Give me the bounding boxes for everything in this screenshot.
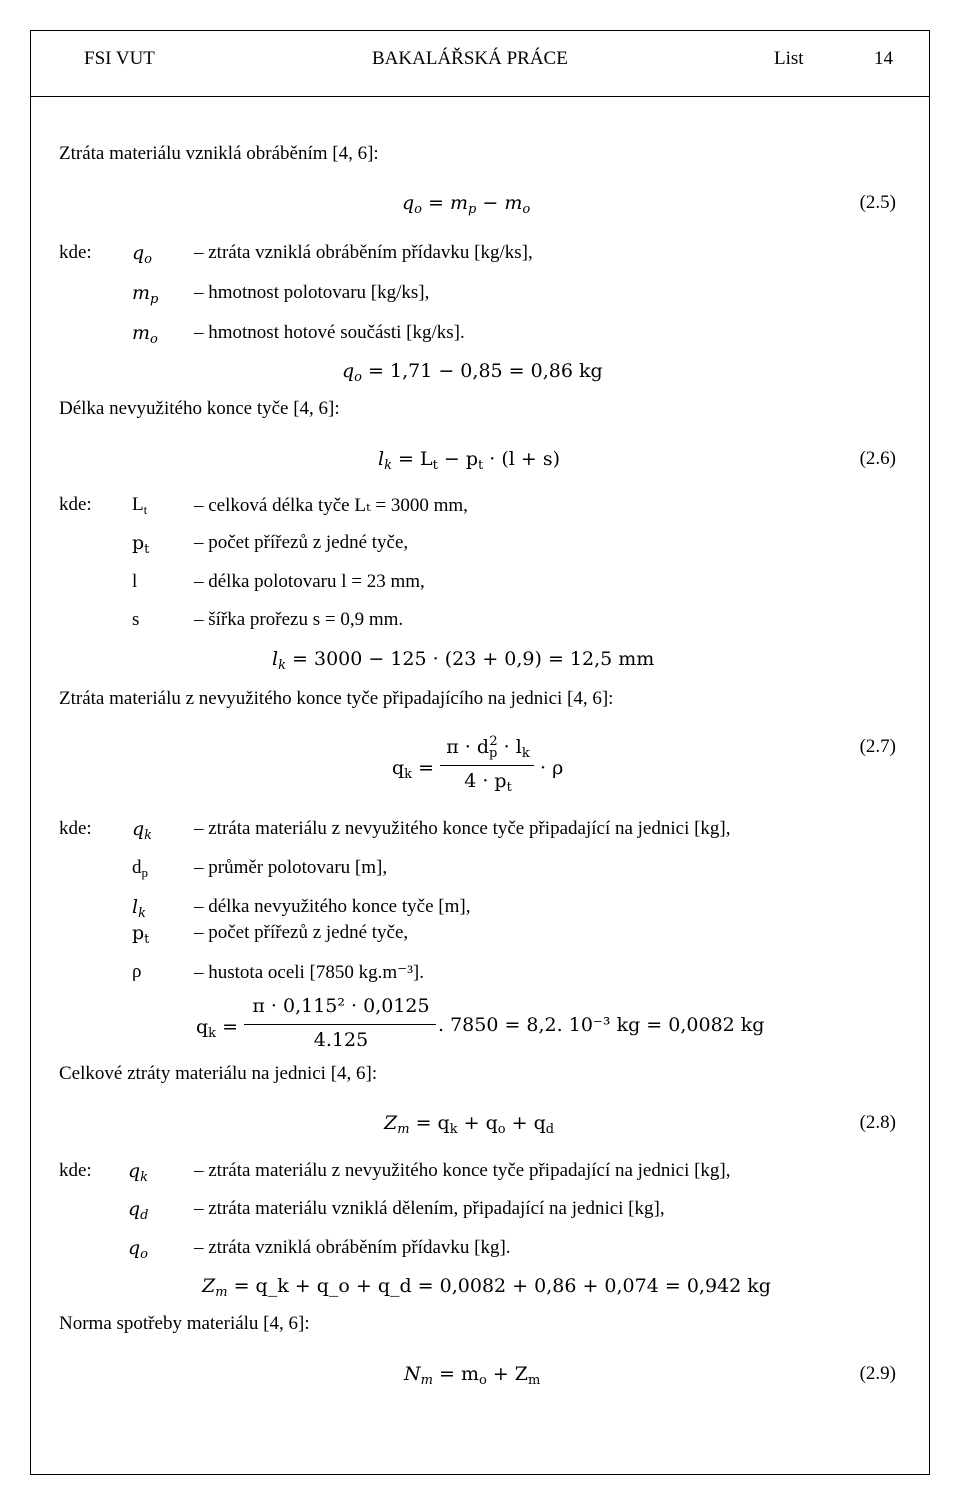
- equation-2-9: $N_m = m_o + Z_m$: [404, 1363, 541, 1388]
- symbol-l: l: [132, 571, 138, 592]
- definition-s: – šířka prořezu s = 0,9 mm.: [194, 609, 404, 630]
- calc-2-6-value: = 3000 − 125 · (23 + 0,9) = 12,5 mm: [292, 648, 655, 670]
- definition-qk-2: – ztráta materiálu z nevyužitého konce tyče připadající na jednici [kg],: [194, 1160, 731, 1181]
- equation-2-8: $Z_m = q_k + q_o + q_d$: [384, 1112, 555, 1137]
- definition-Lt: – celková délka tyče Lₜ = 3000 mm,: [194, 495, 468, 516]
- symbol-qd: $q_d$: [128, 1198, 149, 1223]
- definition-qo-2: – ztráta vzniklá obráběním přídavku [kg].: [194, 1237, 511, 1258]
- symbol-qk: $q_k$: [132, 818, 153, 843]
- equation-number-2-6: (2.6): [859, 448, 896, 469]
- definition-lk: – délka nevyužitého konce tyče [m],: [194, 896, 471, 917]
- equation-2-7-denominator: $4 \cdot p_t$: [464, 770, 512, 795]
- equation-number-2-9: (2.9): [859, 1363, 896, 1384]
- kde-label-3: kde:: [59, 818, 92, 839]
- symbol-pt-2: $p_t$: [132, 922, 150, 947]
- header-title: BAKALÁŘSKÁ PRÁCE: [372, 48, 568, 69]
- definition-pt-2: – počet přířezů z jedné tyče,: [194, 922, 409, 943]
- kde-label-4: kde:: [59, 1160, 92, 1181]
- definition-l: – délka polotovaru l = 23 mm,: [194, 571, 425, 592]
- definition-qo: – ztráta vzniklá obráběním přídavku [kg/ks],: [194, 242, 533, 263]
- symbol-qo: $q_o$: [132, 242, 152, 267]
- symbol-qo-2: $q_o$: [128, 1237, 148, 1262]
- equation-2-6-calculation: $l_k = 3000 - 125 \cdot (23 + 0,9) = 12,5$ mm: [272, 648, 655, 673]
- equation-2-8-calculation: $Z_m$ = q_k + q_o + q_d = 0,0082 + 0,86 + 0,074 = 0,942 kg: [202, 1275, 771, 1300]
- definition-qd: – ztráta materiálu vzniklá dělením, připadající na jednici [kg],: [194, 1198, 665, 1219]
- equation-number-2-8: (2.8): [859, 1112, 896, 1133]
- header-institution: FSI VUT: [84, 48, 155, 69]
- section-intro-material-norm: Norma spotřeby materiálu [4, 6]:: [59, 1313, 310, 1334]
- definition-mo: – hmotnost hotové součásti [kg/ks].: [194, 322, 465, 343]
- symbol-rho: ρ: [132, 961, 142, 982]
- calc-2-5-value: = 1,71 − 0,85 = 0,86 kg: [368, 360, 603, 382]
- definition-rho: – hustota oceli [7850 kg.m⁻³].: [194, 962, 424, 983]
- symbol-lk: $l_k$: [132, 896, 146, 921]
- definition-mp: – hmotnost polotovaru [kg/ks],: [194, 282, 430, 303]
- equation-2-5: $q_o = m_p - m_o$: [402, 192, 531, 217]
- definition-dp: – průměr polotovaru [m],: [194, 857, 388, 878]
- equation-2-7-calc-denominator: 4.125: [313, 1029, 369, 1051]
- fraction-bar-2-7: [440, 765, 534, 766]
- section-intro-machining-loss: Ztráta materiálu vzniklá obráběním [4, 6]:: [59, 143, 379, 164]
- section-intro-unused-end-length: Délka nevyužitého konce tyče [4, 6]:: [59, 398, 340, 419]
- section-intro-total-loss: Celkové ztráty materiálu na jednici [4, 6]:: [59, 1063, 378, 1084]
- symbol-qk-2: $q_k$: [128, 1160, 149, 1185]
- equation-2-7-calc-result: . 7850 = 8,2. 10⁻³ kg = 0,0082 kg: [438, 1014, 765, 1036]
- symbol-s: s: [132, 609, 140, 630]
- equation-2-7-rho: · ρ: [540, 757, 564, 779]
- symbol-dp: $d_p$: [132, 857, 148, 880]
- definition-pt: – počet přířezů z jedné tyče,: [194, 532, 409, 553]
- equation-2-5-calculation: $q_o = 1,71 - 0,85 = 0,86$ kg: [342, 360, 603, 385]
- symbol-mp: $m_p$: [132, 282, 159, 307]
- header-divider: [30, 96, 930, 97]
- equation-2-7-calc-numerator: π · 0,115² · 0,0125: [252, 995, 430, 1017]
- equation-number-2-5: (2.5): [859, 192, 896, 213]
- equation-2-7-numerator: $\pi \cdot d_p^2 \cdot l_k$: [446, 734, 530, 761]
- equation-2-7-calc-lhs: $q_k$ =: [196, 1016, 239, 1041]
- symbol-mo: $m_o$: [132, 322, 158, 347]
- calc-2-8-value: = q_k + q_o + q_d = 0,0082 + 0,86 + 0,074 = 0,942 kg: [233, 1275, 771, 1297]
- equation-2-7-lhs: $q_k$ =: [392, 757, 435, 782]
- header-page-number: 14: [874, 48, 893, 69]
- equation-2-6: $l_k = L_t - p_t \cdot (l + s)$: [378, 448, 561, 473]
- equation-number-2-7: (2.7): [859, 736, 896, 757]
- definition-qk: – ztráta materiálu z nevyužitého konce tyče připadající na jednici [kg],: [194, 818, 731, 839]
- header-list-label: List: [774, 48, 804, 69]
- section-intro-unused-end-loss: Ztráta materiálu z nevyužitého konce tyče připadajícího na jednici [4, 6]:: [59, 688, 614, 709]
- kde-label-2: kde:: [59, 494, 92, 515]
- symbol-Lt: $L_t$: [132, 494, 148, 517]
- kde-label: kde:: [59, 242, 92, 263]
- fraction-bar-2-7-calc: [244, 1024, 436, 1025]
- symbol-pt: $p_t$: [132, 532, 150, 557]
